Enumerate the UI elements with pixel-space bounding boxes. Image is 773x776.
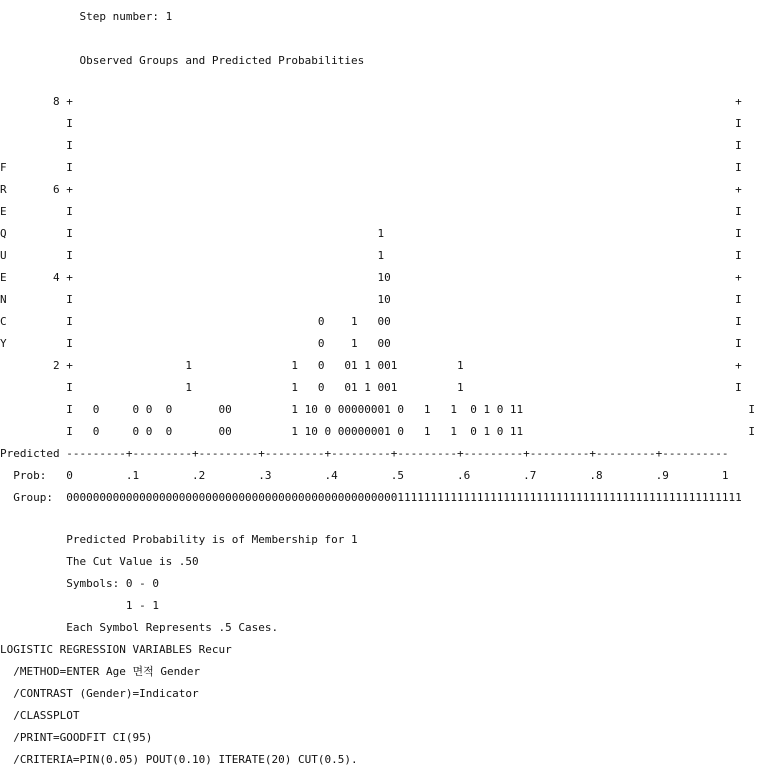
syntax-line: /CONTRAST (Gender)=Indicator bbox=[0, 687, 199, 700]
plot-row: E I I bbox=[0, 205, 742, 218]
group-line: Group: 000000000000000000000000000000000000000000000000001111111111111111111111111111111111111111111111111111 bbox=[0, 491, 742, 504]
plot-row: R 6 + + bbox=[0, 183, 742, 196]
note-line: The Cut Value is .50 bbox=[0, 555, 199, 568]
note-line: Each Symbol Represents .5 Cases. bbox=[0, 621, 279, 634]
plot-row: 2 + 1 1 0 01 1 001 1 + bbox=[0, 359, 742, 372]
plot-row: N I 10 I bbox=[0, 293, 742, 306]
plot-row: Q I 1 I bbox=[0, 227, 742, 240]
note-line: 1 - 1 bbox=[0, 599, 159, 612]
plot-row: F I I bbox=[0, 161, 742, 174]
plot-row: I I bbox=[0, 139, 742, 152]
plot-row: E 4 + 10 + bbox=[0, 271, 742, 284]
syntax-line: LOGISTIC REGRESSION VARIABLES Recur bbox=[0, 643, 232, 656]
note-line: Predicted Probability is of Membership for 1 bbox=[0, 533, 358, 546]
plot-row: 8 + + bbox=[0, 95, 742, 108]
plot-row: Y I 0 1 00 I bbox=[0, 337, 742, 350]
plot-row: C I 0 1 00 I bbox=[0, 315, 742, 328]
syntax-line: /METHOD=ENTER Age 면적 Gender bbox=[0, 665, 201, 678]
plot-row: I 0 0 0 0 00 1 10 0 00000001 0 1 1 0 1 0 11 I bbox=[0, 425, 755, 438]
syntax-line: /PRINT=GOODFIT CI(95) bbox=[0, 731, 153, 744]
prob-scale-line: Prob: 0 .1 .2 .3 .4 .5 .6 .7 .8 .9 1 bbox=[0, 469, 729, 482]
plot-row: I I bbox=[0, 117, 742, 130]
syntax-line: /CLASSPLOT bbox=[0, 709, 80, 722]
plot-row: I 1 1 0 01 1 001 1 I bbox=[0, 381, 742, 394]
predicted-axis-line: Predicted ---------+---------+---------+---------+---------+---------+---------+---------+---------+---------- bbox=[0, 447, 729, 460]
plot-title: Observed Groups and Predicted Probabilities bbox=[0, 54, 365, 67]
step-number-line: Step number: 1 bbox=[0, 10, 173, 23]
plot-row: I 0 0 0 0 00 1 10 0 00000001 0 1 1 0 1 0 11 I bbox=[0, 403, 755, 416]
plot-row: U I 1 I bbox=[0, 249, 742, 262]
syntax-line: /CRITERIA=PIN(0.05) POUT(0.10) ITERATE(20) CUT(0.5). bbox=[0, 753, 358, 766]
note-line: Symbols: 0 - 0 bbox=[0, 577, 159, 590]
